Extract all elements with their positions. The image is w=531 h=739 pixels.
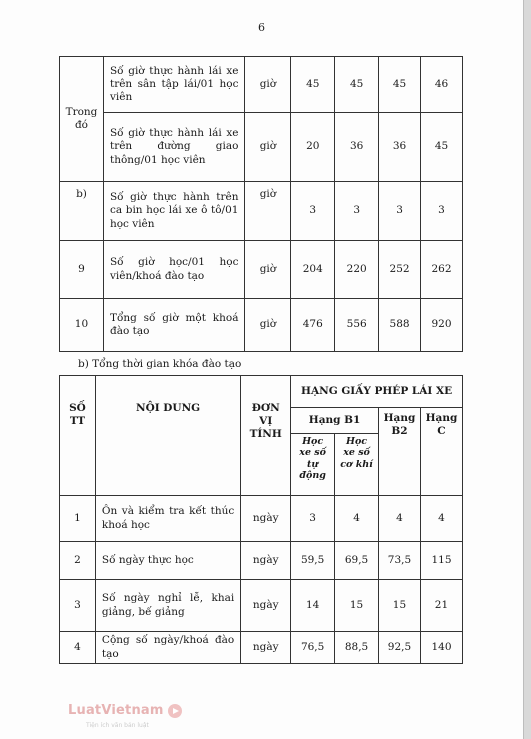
row-group-label: b) [60, 182, 104, 241]
value-cell: 556 [335, 299, 379, 352]
table-row [60, 241, 463, 299]
value-cell: 15 [335, 580, 379, 632]
row-unit: ngày [241, 632, 291, 664]
row-unit: giờ [245, 299, 291, 352]
value-cell: 45 [421, 113, 463, 182]
value-cell: 920 [421, 299, 463, 352]
header-c: Hạng C [420, 408, 462, 496]
header-unit: ĐƠN VỊ TÍNH [241, 376, 291, 496]
row-group-label: Trong đó [60, 57, 104, 182]
header-stt: SỐ TT [60, 376, 96, 496]
value-cell: 115 [420, 542, 462, 580]
value-cell: 140 [420, 632, 462, 664]
value-cell: 3 [335, 182, 379, 241]
value-cell: 36 [335, 113, 379, 182]
table-row [60, 496, 463, 542]
value-cell: 476 [291, 299, 335, 352]
row-unit: ngày [241, 542, 291, 580]
row-stt: 1 [60, 496, 96, 542]
row-group-label: 10 [60, 299, 104, 352]
row-unit: ngày [241, 580, 291, 632]
value-cell: 4 [335, 496, 379, 542]
page-number: 6 [258, 21, 265, 34]
row-group-label: 9 [60, 241, 104, 299]
value-cell: 15 [378, 580, 420, 632]
value-cell: 45 [291, 57, 335, 113]
row-description: Số giờ thực hành trên ca bin học lái xe ô tô/01 học viên [103, 182, 245, 241]
table-row [60, 182, 463, 241]
value-cell: 252 [379, 241, 421, 299]
value-cell: 3 [421, 182, 463, 241]
table-row [60, 57, 463, 113]
row-description: Ôn và kiểm tra kết thúc khoá học [95, 496, 240, 542]
value-cell: 45 [335, 57, 379, 113]
row-stt: 3 [60, 580, 96, 632]
row-unit: giờ [245, 113, 291, 182]
value-cell: 92,5 [378, 632, 420, 664]
table-row [60, 542, 463, 580]
training-duration-table [59, 375, 463, 664]
row-description: Cộng số ngày/khoá đào tạo [95, 632, 240, 664]
value-cell: 45 [379, 57, 421, 113]
header-b1-auto: Học xe số tự động [291, 434, 335, 496]
value-cell: 69,5 [335, 542, 379, 580]
value-cell: 4 [378, 496, 420, 542]
row-unit: ngày [241, 496, 291, 542]
value-cell: 262 [421, 241, 463, 299]
row-unit: giờ [245, 182, 291, 241]
value-cell: 3 [379, 182, 421, 241]
training-hours-table [59, 56, 463, 352]
row-description: Số ngày nghỉ lễ, khai giảng, bế giảng [95, 580, 240, 632]
value-cell: 588 [379, 299, 421, 352]
row-stt: 2 [60, 542, 96, 580]
value-cell: 204 [291, 241, 335, 299]
value-cell: 220 [335, 241, 379, 299]
header-row [60, 376, 463, 408]
row-description: Số giờ học/01 học viên/khoá đào tạo [103, 241, 245, 299]
header-b1: Hạng B1 [291, 408, 379, 434]
row-description: Tổng số giờ một khoá đào tạo [103, 299, 245, 352]
value-cell: 73,5 [378, 542, 420, 580]
value-cell: 76,5 [291, 632, 335, 664]
header-content: NỘI DUNG [95, 376, 240, 496]
arrow-icon [168, 704, 182, 718]
value-cell: 88,5 [335, 632, 379, 664]
header-b1-manual: Học xe số cơ khí [335, 434, 379, 496]
table-row [60, 632, 463, 664]
value-cell: 21 [420, 580, 462, 632]
table-row [60, 580, 463, 632]
header-b2: Hạng B2 [378, 408, 420, 496]
value-cell: 3 [291, 182, 335, 241]
value-cell: 3 [291, 496, 335, 542]
row-unit: giờ [245, 57, 291, 113]
row-unit: giờ [245, 241, 291, 299]
value-cell: 59,5 [291, 542, 335, 580]
row-stt: 4 [60, 632, 96, 664]
row-description: Số giờ thực hành lái xe trên đường giao thông/01 học viên [103, 113, 245, 182]
row-description: Số ngày thực học [95, 542, 240, 580]
value-cell: 14 [291, 580, 335, 632]
value-cell: 4 [420, 496, 462, 542]
row-description: Số giờ thực hành lái xe trên sân tập lái/01 học viên [103, 57, 245, 113]
value-cell: 46 [421, 57, 463, 113]
table-row [60, 113, 463, 182]
table-row [60, 299, 463, 352]
value-cell: 36 [379, 113, 421, 182]
watermark-text: LuatVietnam [68, 703, 164, 718]
value-cell: 20 [291, 113, 335, 182]
watermark-subtitle: Tiện ích văn bản luật [86, 722, 149, 729]
section-heading: b) Tổng thời gian khóa đào tạo [78, 358, 242, 370]
header-license-class: HẠNG GIẤY PHÉP LÁI XE [291, 376, 463, 408]
watermark-logo [68, 703, 182, 718]
